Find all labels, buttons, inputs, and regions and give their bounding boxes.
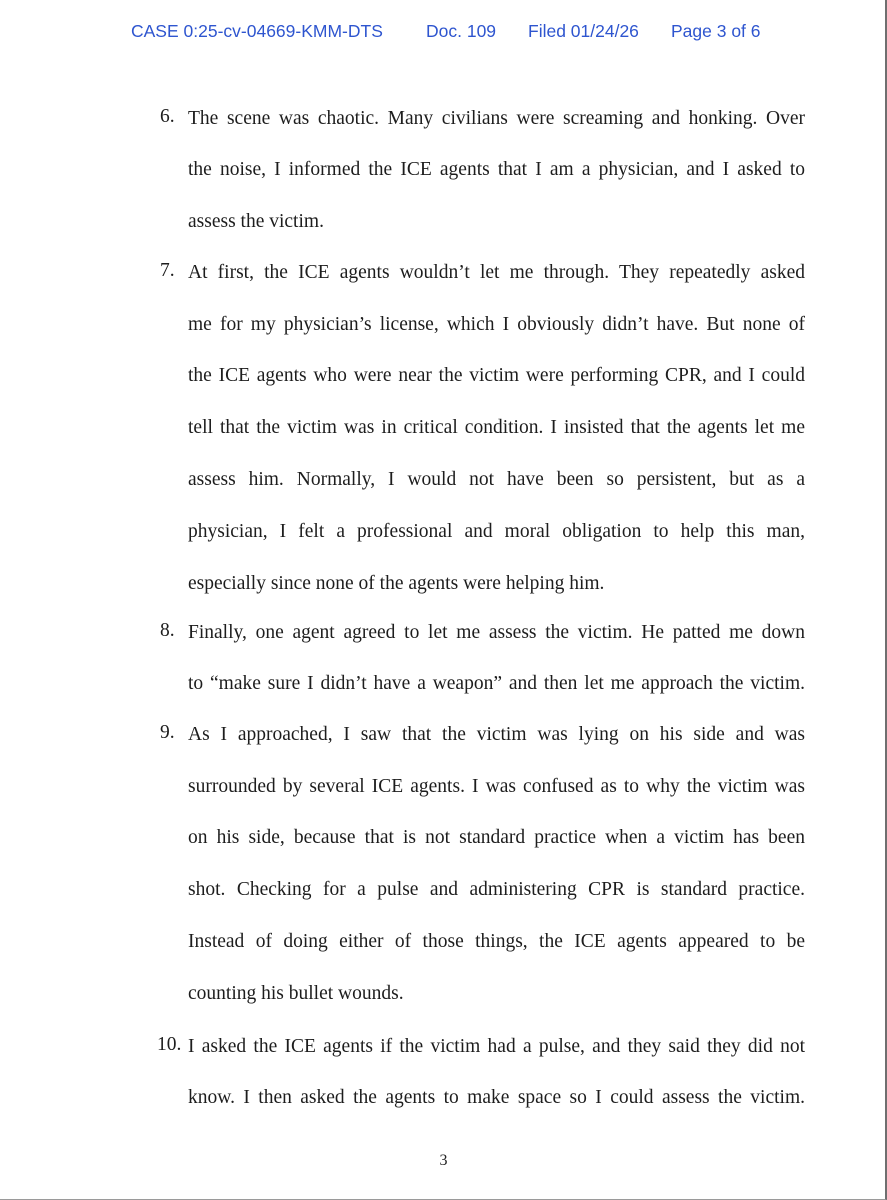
paragraph-line: shot. Checking for a pulse and administering CPR is standard practice. — [188, 879, 805, 900]
filed-date: Filed 01/24/26 — [528, 21, 639, 41]
paragraph-line: I asked the ICE agents if the victim had a pulse, and they said they did not — [188, 1036, 805, 1057]
paragraph-number: 9. — [160, 722, 175, 743]
case-number: CASE 0:25-cv-04669-KMM-DTS — [131, 21, 383, 41]
paragraph-line: especially since none of the agents were helping him. — [188, 573, 605, 594]
paragraph-line: the noise, I informed the ICE agents that I am a physician, and I asked to — [188, 159, 805, 180]
paragraph-line: to “make sure I didn’t have a weapon” and then let me approach the victim. — [188, 673, 805, 694]
paragraph-line: The scene was chaotic. Many civilians were screaming and honking. Over — [188, 108, 805, 129]
paragraph-number: 7. — [160, 260, 175, 281]
paragraph-line: physician, I felt a professional and moral obligation to help this man, — [188, 521, 805, 542]
paragraph-line: assess the victim. — [188, 211, 324, 232]
paragraph-number: 8. — [160, 620, 175, 641]
document-number: Doc. 109 — [426, 21, 497, 41]
paragraph-line: As I approached, I saw that the victim was lying on his side and was — [188, 724, 805, 745]
paragraph-number: 6. — [160, 106, 175, 127]
paragraph-line: the ICE agents who were near the victim were performing CPR, and I could — [188, 365, 805, 386]
paragraph-line: me for my physician’s license, which I obviously didn’t have. But none of — [188, 314, 805, 335]
paragraph-line: know. I then asked the agents to make space so I could assess the victim. — [188, 1087, 805, 1108]
paragraph-line: assess him. Normally, I would not have been so persistent, but as a — [188, 469, 805, 490]
page-indicator: Page 3 of 6 — [671, 21, 761, 41]
case-header — [0, 19, 887, 45]
paragraph-line: Instead of doing either of those things, the ICE agents appeared to be — [188, 931, 805, 952]
page-number: 3 — [439, 1152, 448, 1169]
paragraph-line: counting his bullet wounds. — [188, 983, 404, 1004]
paragraph-line: tell that the victim was in critical condition. I insisted that the agents let me — [188, 417, 805, 438]
paragraph-number: 10. — [157, 1034, 182, 1055]
paragraph-line: on his side, because that is not standard practice when a victim has been — [188, 827, 805, 848]
paragraph-line: Finally, one agent agreed to let me assess the victim. He patted me down — [188, 622, 805, 643]
paragraph-line: surrounded by several ICE agents. I was confused as to why the victim was — [188, 776, 805, 797]
paragraph-line: At first, the ICE agents wouldn’t let me through. They repeatedly asked — [188, 262, 805, 283]
